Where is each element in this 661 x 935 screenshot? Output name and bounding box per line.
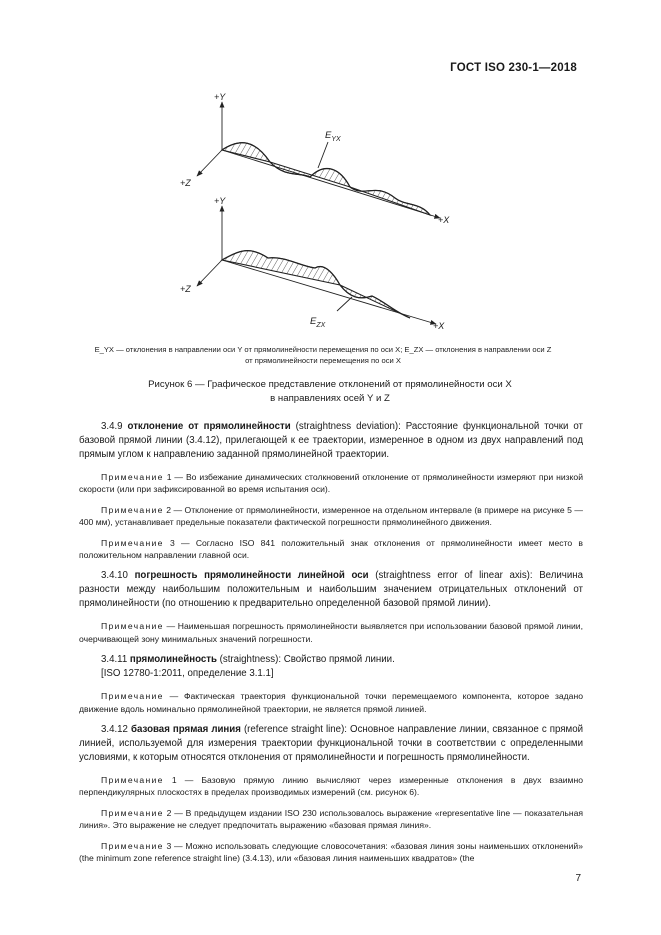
bottom-diagram: [197, 206, 436, 324]
bottom-reference-line: [222, 260, 436, 324]
definition-3-4-10: 3.4.10 погрешность прямолинейности линейной оси (straightness error of linear axis): Величина разности между наибольшим положительным и наибольшим значением отрицательных отклонений от прямолинейности (по отношению к предварительно определенной базовой прямой линии).: [79, 570, 584, 610]
term: прямолинейность: [129, 654, 217, 666]
note-3-4-12-1: Примечание 1 — Базовую прямую линию вычисляют через измеренные отклонения в двух взаимно перпендикулярных плоскостях в пределах производимых измерений (см. рисунок 6).: [79, 775, 583, 798]
page-number: 7: [575, 873, 581, 884]
definition-3-4-11: 3.4.11 прямолинейность (straightness): Свойство прямой линии.: [101, 654, 395, 666]
document-body: [79, 420, 583, 873]
top-deviation-label: $E_{YX}$: [325, 130, 341, 143]
note-3-4-9-3: Примечание 3 — Согласно ISO 841 положительный знак отклонения от прямолинейности имеет место в положительном направлении главной оси.: [79, 537, 583, 561]
page-header: ГОСТ ISO 230-1—2018: [450, 62, 577, 74]
top-axis-x-label: +X: [438, 215, 450, 225]
note-3-4-9-2: Примечание 2 — Отклонение от прямолинейности, измеренное на отдельном интервале (в примере на рисунке 5 — 400 мм), устанавливает предельные показатели фактической погрешности прямолинейного движения.: [79, 504, 583, 528]
term: погрешность прямолинейности линейной оси: [134, 570, 369, 582]
caption-line-1: Рисунок 6 — Графическое представление отклонений от прямолинейности оси X: [148, 379, 512, 390]
note-3-4-12-3: Примечание 3 — Можно использовать следующие словосочетания: «базовая линия зоны наименьших отклонений» (the minimum zone reference straight line) (3.4.13), или «базовая линия наименьших квадратов» (the: [79, 840, 583, 864]
bottom-deviation-area: [222, 251, 340, 285]
term: базовая прямая линия: [131, 724, 241, 736]
legend-line-2: от прямолинейности перемещения по оси X: [245, 356, 401, 365]
note-3-4-12-2: Примечание 2 — В предыдущем издании ISO 230 использовалось выражение «representative line — показательная линия». Это выражение не следует предпочитать выражению «базовая прямая линия».: [79, 807, 583, 831]
top-axis-y-label: +Y: [214, 92, 226, 102]
top-axis-z-label: +Z: [180, 178, 191, 188]
caption-line-2: в направлениях осей Y и Z: [270, 393, 390, 404]
bottom-axis-x-label: +X: [433, 321, 445, 331]
reference-3-4-11: [ISO 12780-1:2011, определение 3.1.1]: [101, 668, 274, 680]
definition-3-4-12: 3.4.12 базовая прямая линия (reference straight line): Основное направление линии, связанное с прямой линией, используемой для измерения траектории функциональной точки в соответствии с определенными условиями, к которым относятся отклонения от прямолинейности и погрешность прямолинейности.: [79, 724, 583, 764]
definition-3-4-9: 3.4.9 отклонение от прямолинейности (straightness deviation): Расстояние функциональной точки от базовой прямой линии (3.4.12), прилегающей к ее траектории, измеренное в одном из двух направлений под прямым углом к направлению заданной прямолинейной траектории.: [79, 421, 583, 460]
bottom-axis-z-label: +Z: [180, 284, 191, 294]
figure-legend: [58, 344, 588, 366]
top-diagram: [197, 102, 440, 218]
bottom-axis-y-label: +Y: [214, 196, 226, 206]
bottom-deviation-label: $E_{ZX}$: [310, 316, 326, 329]
note-3-4-11: Примечание — Фактическая траектория функциональной точки перемещаемого компонента, которое задано движение вдоль номинально прямолинейной траектории, не является прямой линией.: [79, 691, 583, 714]
legend-line-1: E_YX — отклонения в направлении оси Y от прямолинейности перемещения по оси X; E_ZX — отклонения в направлении оси Z: [94, 345, 552, 354]
term: отклонение от прямолинейности: [127, 421, 291, 432]
note-3-4-10: Примечание — Наименьшая погрешность прямолинейности выявляется при использовании базовой прямой линии, очерчивающей зону минимальных значений погрешности.: [79, 621, 583, 644]
straightness-figure: [0, 80, 661, 340]
figure-caption: [60, 378, 600, 406]
top-reference-line: [222, 150, 440, 218]
note-3-4-9-1: Примечание 1 — Во избежание динамических столкновений отклонение от прямолинейности измеряют при низкой скорости (или при зафиксированной во время испытания оси).: [79, 472, 583, 495]
